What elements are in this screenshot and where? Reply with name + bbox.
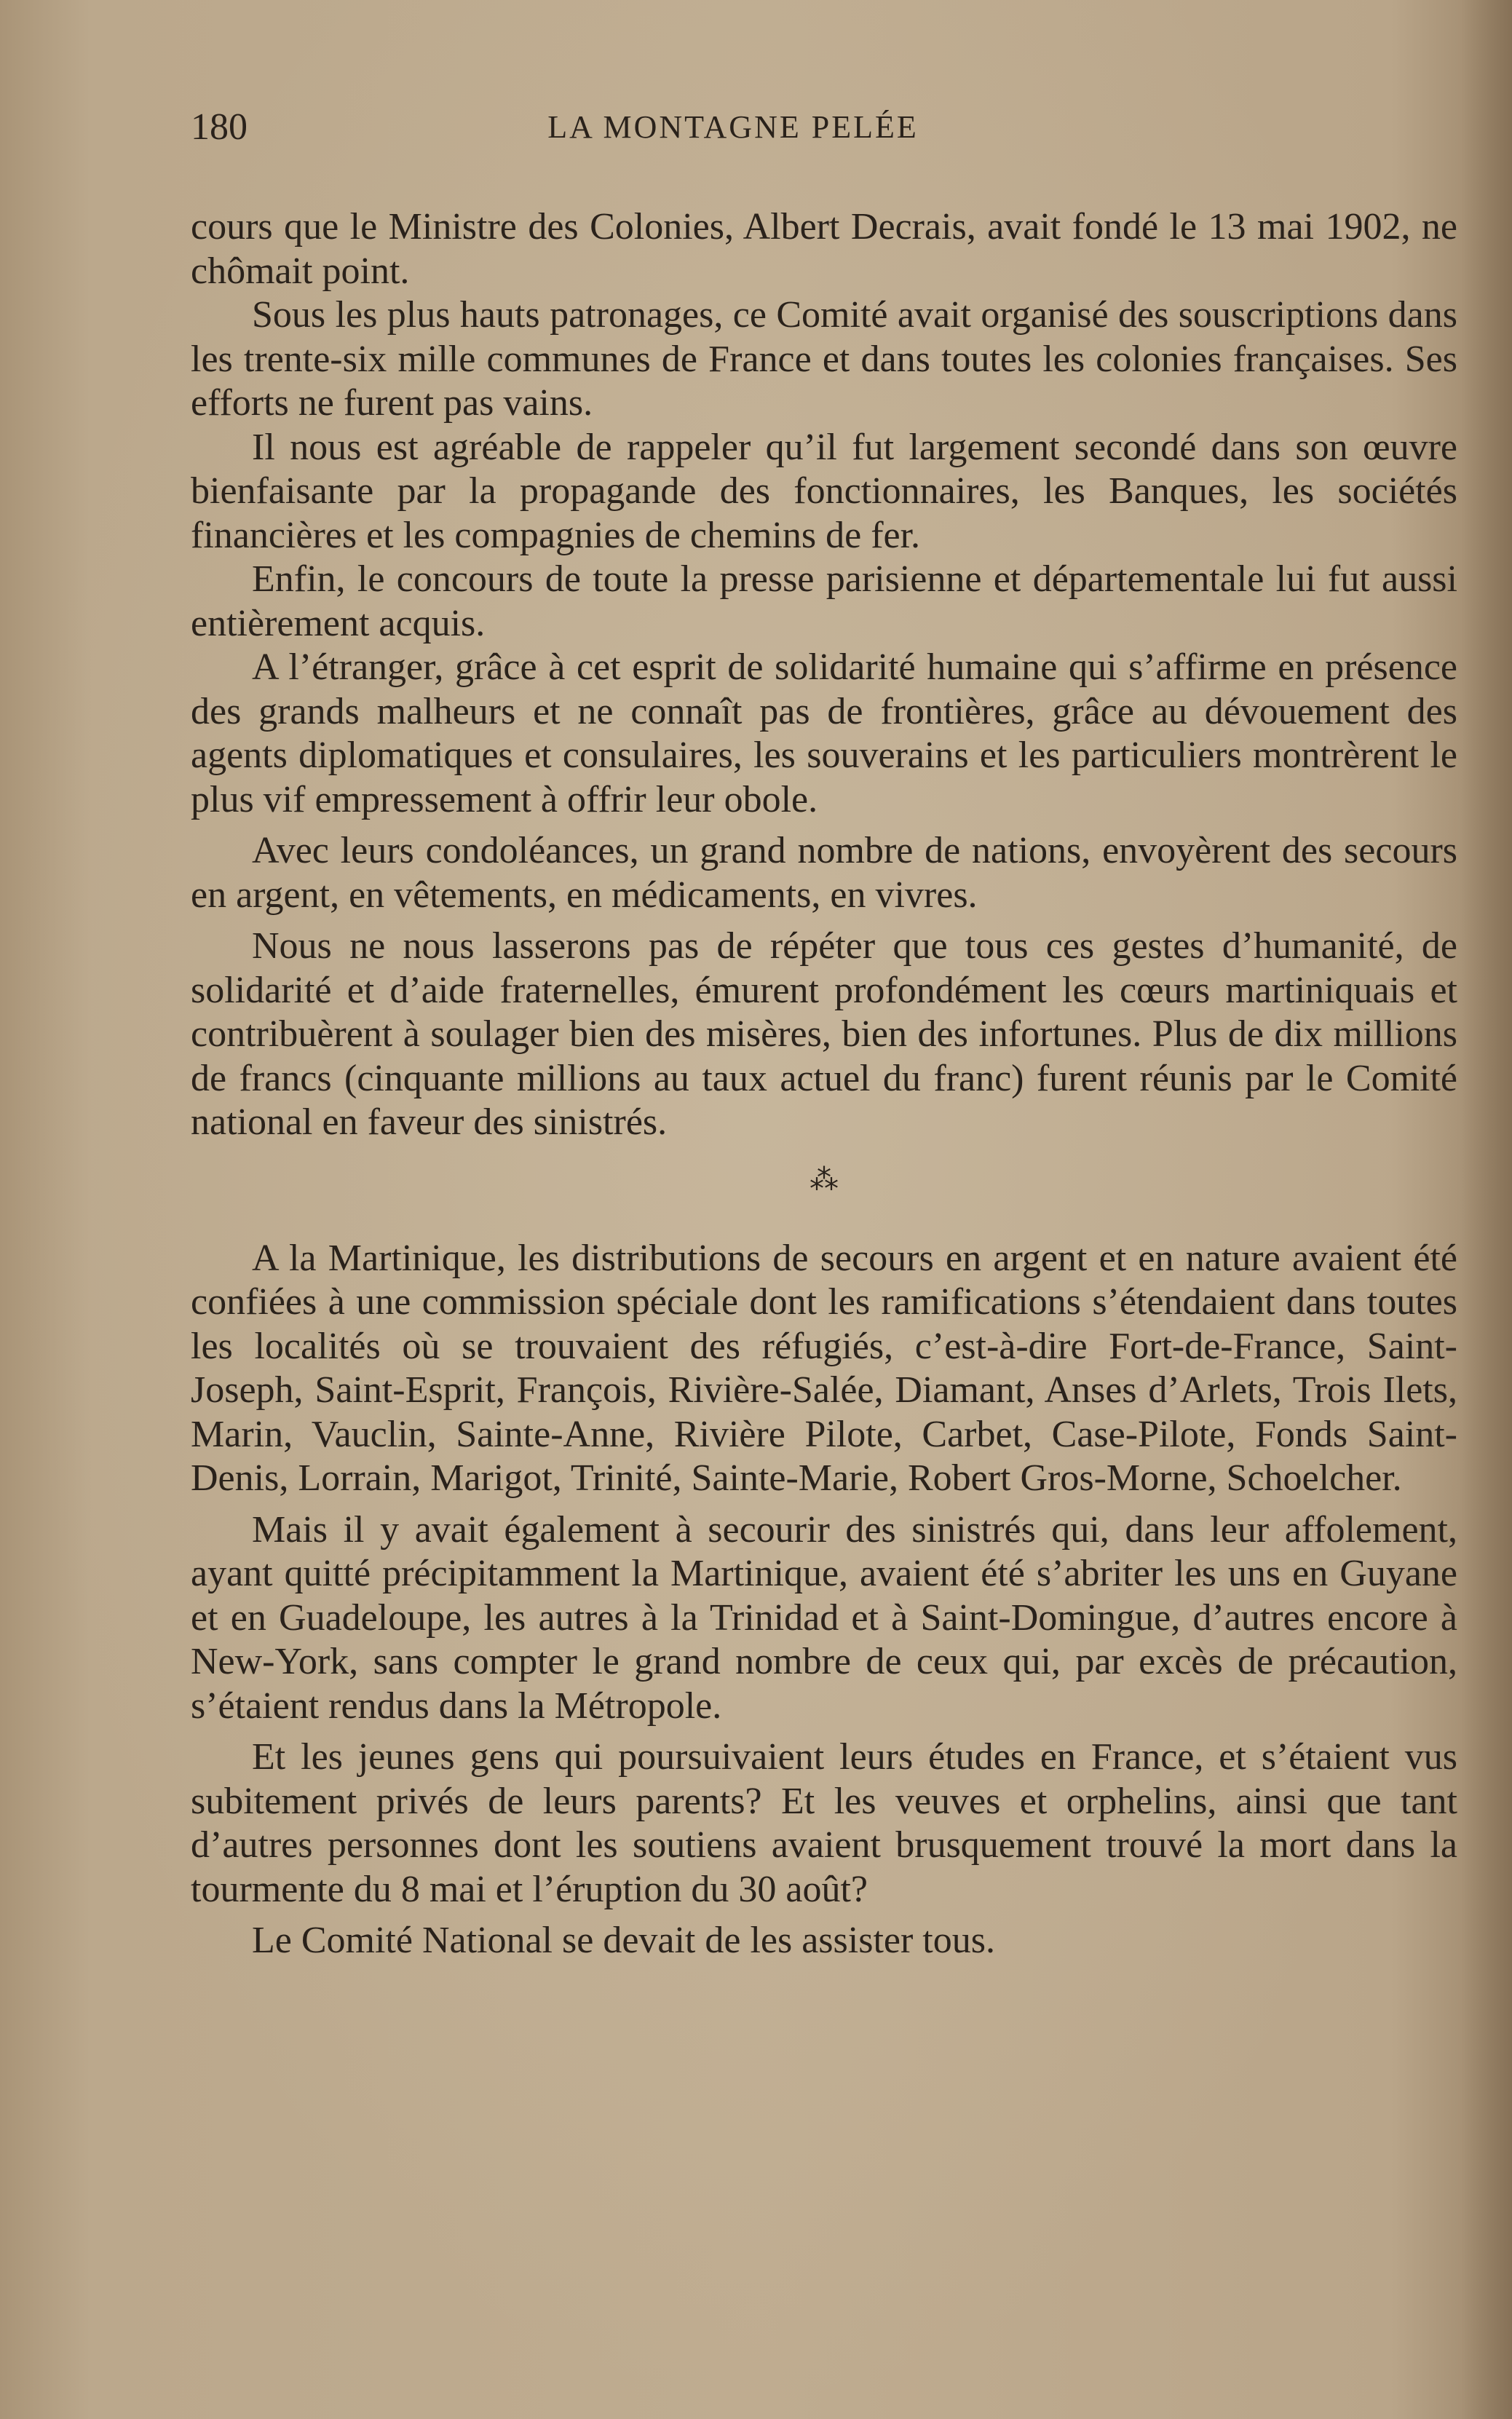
paragraph: Nous ne nous lasserons pas de répéter que tous ces gestes d’humanité, de solidarité et d’aide fraternelles, émurent profondément les cœurs martiniquais et contribuèrent à soulager bien des misères, bien des infortunes. Plus de dix millions de francs (cinquante millions au taux actuel du franc) furent réunis par le Comité national en faveur des sinistrés.	[191, 925, 1457, 1143]
paragraph: A l’étranger, grâce à cet esprit de solidarité humaine qui s’affirme en présence des grands malheurs et ne connaît pas de frontières, grâce au dévouement des agents diplomatiques et consulaires, les souverains et les particuliers montrèrent le plus vif empressement à offrir leur obole.	[191, 646, 1457, 820]
page-body	[191, 205, 1457, 1963]
paragraph: Avec leurs condoléances, un grand nombre de nations, envoyèrent des secours en argent, en vêtements, en médicaments, en vivres.	[191, 830, 1457, 916]
section-break	[191, 1145, 1457, 1237]
page-number: 180	[191, 106, 248, 148]
paragraph: Sous les plus hauts patronages, ce Comité avait organisé des souscriptions dans les trente-six mille communes de France et dans toutes les colonies françaises. Ses efforts ne furent pas vains.	[191, 294, 1457, 424]
asterism-ornament: ⁂	[810, 1163, 839, 1196]
page-header	[191, 102, 1457, 153]
paragraph: Et les jeunes gens qui poursuivaient leurs études en France, et s’étaient vus subitement privés de leurs parents? Et les veuves et orphelins, ainsi que tant d’autres personnes dont les soutiens avaient brusquement trouvé la mort dans la tourmente du 8 mai et l’éruption du 30 août?	[191, 1736, 1457, 1910]
paragraph: Enfin, le concours de toute la presse parisienne et départementale lui fut aussi entièrement acquis.	[191, 558, 1457, 644]
paragraph: Mais il y avait également à secourir des sinistrés qui, dans leur affolement, ayant quitté précipitamment la Martinique, avaient été s’abriter les uns en Guyane et en Guadeloupe, les autres à la Trinidad et à Saint-Domingue, d’autres encore à New-York, sans compter le grand nombre de ceux qui, par excès de précaution, s’étaient rendus dans la Métropole.	[191, 1508, 1457, 1727]
paragraph: Le Comité National se devait de les assister tous.	[252, 1920, 995, 1961]
paragraph: cours que le Ministre des Colonies, Albert Decrais, avait fondé le 13 mai 1902, ne chômait point.	[191, 206, 1457, 292]
paragraph: Il nous est agréable de rappeler qu’il fut largement secondé dans son œuvre bienfaisante par la propagande des fonctionnaires, les Banques, les sociétés financières et les compagnies de chemins de fer.	[191, 426, 1457, 556]
paragraph: A la Martinique, les distributions de secours en argent et en nature avaient été confiées à une commission spéciale dont les ramifications s’étendaient dans toutes les localités où se trouvaient des réfugiés, c’est-à-dire Fort-de-France, Saint-Joseph, Saint-Esprit, François, Rivière-Salée, Diamant, Anses d’Arlets, Trois Ilets, Marin, Vauclin, Sainte-Anne, Rivière Pilote, Carbet, Case-Pilote, Fonds Saint-Denis, Lorrain, Marigot, Trinité, Sainte-Marie, Robert Gros-Morne, Schoelcher.	[191, 1237, 1457, 1499]
running-title: LA MONTAGNE PELÉE	[547, 109, 919, 145]
